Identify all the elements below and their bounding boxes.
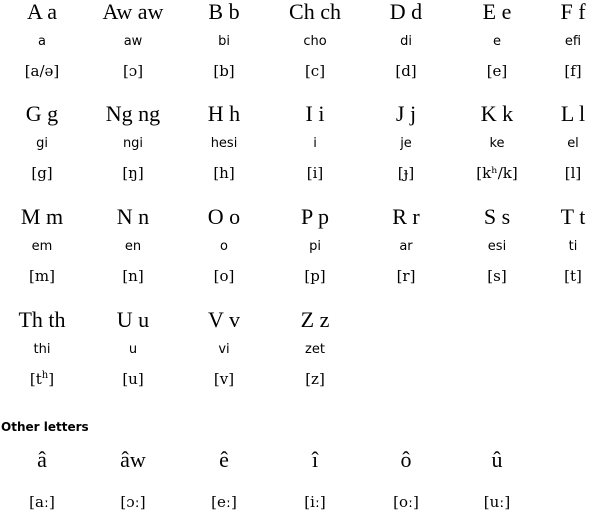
ipa: [r] — [396, 267, 416, 285]
letter: E e — [482, 0, 512, 24]
ipa: [eː] — [211, 493, 237, 511]
letter-name: zet — [305, 342, 325, 357]
letter: U u — [116, 307, 150, 332]
ipa: [n] — [122, 267, 144, 285]
letter-name: hesi — [210, 136, 238, 151]
letter: Ch ch — [289, 0, 341, 24]
letter: I i — [305, 101, 325, 126]
letter: âw — [120, 447, 146, 472]
letter: î — [311, 447, 319, 472]
letter-name: cho — [303, 34, 327, 49]
letter-name: vi — [218, 342, 230, 357]
letter: P p — [301, 204, 329, 229]
ipa: [l] — [564, 164, 582, 182]
letter: R r — [392, 204, 420, 229]
letter-name: a — [38, 34, 46, 49]
letter-name: ke — [489, 136, 505, 151]
letter: N n — [116, 204, 150, 229]
letter: K k — [480, 101, 514, 126]
letter: â — [37, 447, 47, 472]
letter: B b — [208, 0, 240, 24]
letter-name: e — [493, 34, 501, 49]
ipa: [d] — [395, 62, 417, 80]
section-title-other-letters: Other letters — [1, 420, 89, 434]
ipa: [p] — [304, 267, 326, 285]
ipa: [m] — [29, 267, 55, 285]
ipa: [aː] — [29, 493, 55, 511]
letter-name: esi — [487, 239, 507, 254]
ipa: [kʰ/k] — [476, 164, 518, 182]
letter-name: i — [313, 136, 317, 151]
letter-name: bi — [218, 34, 230, 49]
letter-name: pi — [309, 239, 321, 254]
ipa: [c] — [304, 62, 326, 80]
letter: L l — [560, 101, 586, 126]
ipa: [u] — [122, 370, 144, 388]
ipa: [ɔ] — [122, 62, 144, 80]
ipa: [ɔː] — [120, 493, 146, 511]
letter: û — [491, 447, 503, 472]
letter: G g — [25, 101, 59, 126]
letter: D d — [389, 0, 423, 24]
letter-name: thi — [33, 342, 51, 357]
letter: H h — [207, 101, 241, 126]
ipa: [z] — [305, 370, 325, 388]
ipa: $[t^h]$ — [29, 370, 55, 388]
letter: S s — [483, 204, 511, 229]
ipa: [g] — [31, 164, 53, 182]
letter: ô — [400, 447, 412, 472]
letter: Th th — [18, 307, 66, 332]
ipa: [v] — [213, 370, 235, 388]
letter-name: ngi — [122, 136, 144, 151]
letter-name: di — [400, 34, 412, 49]
ipa: [b] — [213, 62, 235, 80]
ipa: [iː] — [304, 493, 326, 511]
letter-name: aw — [123, 34, 143, 49]
letter-name: u — [128, 342, 138, 357]
letter-name: ar — [399, 239, 413, 254]
ipa: [a/ə] — [24, 62, 60, 80]
letter: T t — [560, 204, 586, 229]
ipa: [f] — [564, 62, 582, 80]
letter: M m — [20, 204, 64, 229]
letter-name: o — [220, 239, 228, 254]
letter-name: gi — [36, 136, 48, 151]
letter-name: je — [400, 136, 412, 151]
ipa: [e] — [486, 62, 508, 80]
letter-name: em — [31, 239, 53, 254]
letter: V v — [208, 307, 240, 332]
letter: Ng ng — [105, 101, 161, 126]
letter: A a — [27, 0, 57, 24]
ipa: [i] — [306, 164, 324, 182]
ipa: [ŋ] — [122, 164, 144, 182]
ipa: [s] — [487, 267, 507, 285]
letter-name: el — [567, 136, 579, 151]
ipa: [t] — [564, 267, 582, 285]
letter: F f — [560, 0, 586, 24]
ipa: [uː] — [483, 493, 511, 511]
ipa: [ɟ] — [397, 164, 415, 182]
letter: Z z — [300, 307, 330, 332]
letter-name: en — [124, 239, 142, 254]
letter-name: ti — [568, 239, 578, 254]
ipa: [h] — [213, 164, 235, 182]
letter: ê — [219, 447, 229, 472]
letter: Aw aw — [102, 0, 164, 24]
letter-name: efi — [564, 34, 582, 49]
letter: J j — [395, 101, 417, 126]
ipa: [o] — [213, 267, 235, 285]
letter: O o — [207, 204, 241, 229]
ipa: [oː] — [393, 493, 419, 511]
